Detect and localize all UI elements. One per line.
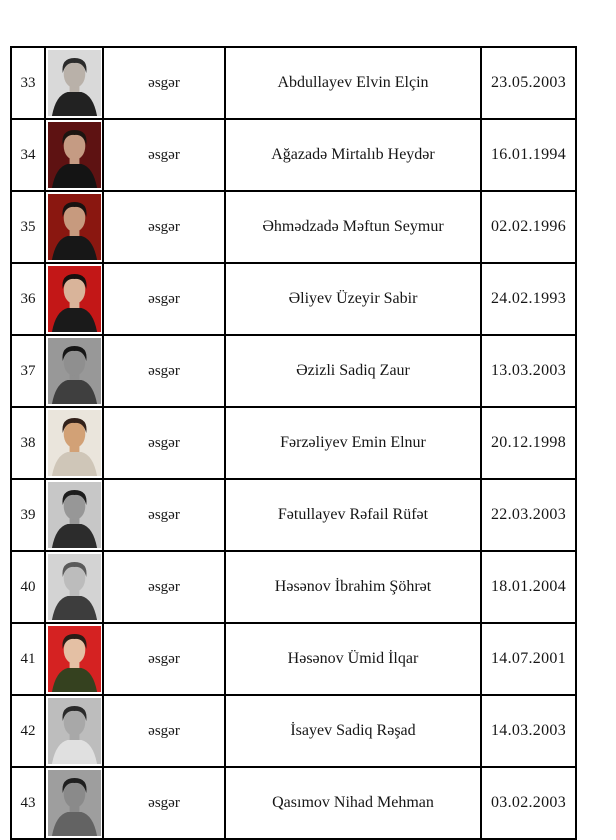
row-number-cell: [11, 767, 45, 839]
rank-cell: [103, 119, 225, 191]
name-cell: [225, 119, 481, 191]
person-name: Əzizli Sadiq Zaur: [296, 362, 410, 379]
row-number-cell: [11, 119, 45, 191]
birthdate-cell: [481, 407, 576, 479]
rank-cell: [103, 479, 225, 551]
rank-cell: [103, 767, 225, 839]
table-row: [11, 407, 576, 479]
rank-label: əsgər: [148, 362, 180, 379]
row-number: 35: [20, 218, 36, 235]
rank-cell: [103, 407, 225, 479]
row-number-cell: [11, 335, 45, 407]
table-row: [11, 263, 576, 335]
row-number: 33: [20, 74, 36, 91]
personnel-table: [10, 46, 577, 840]
portrait-photo: [48, 410, 101, 476]
portrait-photo: [48, 266, 101, 332]
photo-cell: [45, 623, 103, 695]
person-name: Əhmədzadə Məftun Seymur: [262, 218, 444, 235]
row-number-cell: [11, 191, 45, 263]
birthdate: 24.02.1993: [491, 290, 566, 307]
name-cell: [225, 191, 481, 263]
birthdate: 16.01.1994: [491, 146, 566, 163]
portrait-photo: [48, 338, 101, 404]
name-cell: [225, 263, 481, 335]
person-name: İsayev Sadiq Rəşad: [290, 722, 416, 739]
rank-label: əsgər: [148, 794, 180, 811]
row-number: 36: [20, 290, 36, 307]
name-cell: [225, 335, 481, 407]
rank-cell: [103, 191, 225, 263]
photo-cell: [45, 119, 103, 191]
birthdate: 23.05.2003: [491, 74, 566, 91]
row-number: 38: [20, 434, 36, 451]
person-name: Fərzəliyev Emin Elnur: [280, 434, 426, 451]
photo-cell: [45, 695, 103, 767]
birthdate: 22.03.2003: [491, 506, 566, 523]
birthdate-cell: [481, 119, 576, 191]
person-name: Həsənov Ümid İlqar: [287, 650, 419, 667]
table-row: [11, 119, 576, 191]
row-number-cell: [11, 695, 45, 767]
row-number-cell: [11, 623, 45, 695]
rank-cell: [103, 695, 225, 767]
person-name: Abdullayev Elvin Elçin: [277, 74, 429, 91]
portrait-photo: [48, 50, 101, 116]
photo-cell: [45, 191, 103, 263]
name-cell: [225, 767, 481, 839]
person-name: Həsənov İbrahim Şöhrət: [274, 578, 432, 595]
name-cell: [225, 551, 481, 623]
table-row: [11, 335, 576, 407]
row-number: 43: [20, 794, 36, 811]
table-row: [11, 695, 576, 767]
person-name: Əliyev Üzeyir Sabir: [288, 290, 418, 307]
photo-cell: [45, 407, 103, 479]
portrait-photo: [48, 698, 101, 764]
name-cell: [225, 695, 481, 767]
portrait-photo: [48, 482, 101, 548]
person-name: Fətullayev Rəfail Rüfət: [277, 506, 429, 523]
birthdate-cell: [481, 335, 576, 407]
portrait-photo: [48, 770, 101, 836]
portrait-photo: [48, 194, 101, 260]
birthdate: 20.12.1998: [491, 434, 566, 451]
birthdate-cell: [481, 47, 576, 119]
name-cell: [225, 47, 481, 119]
photo-cell: [45, 767, 103, 839]
birthdate: 14.03.2003: [491, 722, 566, 739]
row-number-cell: [11, 47, 45, 119]
photo-cell: [45, 335, 103, 407]
rank-label: əsgər: [148, 74, 180, 91]
birthdate-cell: [481, 551, 576, 623]
birthdate-cell: [481, 623, 576, 695]
portrait-photo: [48, 122, 101, 188]
birthdate: 03.02.2003: [491, 794, 566, 811]
birthdate-cell: [481, 263, 576, 335]
person-name: Ağazadə Mirtalıb Heydər: [271, 146, 435, 163]
row-number-cell: [11, 551, 45, 623]
row-number: 41: [20, 650, 36, 667]
birthdate: 02.02.1996: [491, 218, 566, 235]
table-row: [11, 767, 576, 839]
rank-label: əsgər: [148, 290, 180, 307]
name-cell: [225, 407, 481, 479]
row-number: 34: [20, 146, 36, 163]
row-number-cell: [11, 263, 45, 335]
table-row: [11, 623, 576, 695]
rank-label: əsgər: [148, 578, 180, 595]
birthdate-cell: [481, 191, 576, 263]
row-number-cell: [11, 407, 45, 479]
rank-label: əsgər: [148, 218, 180, 235]
row-number: 37: [20, 362, 36, 379]
birthdate-cell: [481, 479, 576, 551]
table-row: [11, 47, 576, 119]
name-cell: [225, 479, 481, 551]
birthdate: 18.01.2004: [491, 578, 566, 595]
rank-cell: [103, 335, 225, 407]
portrait-photo: [48, 554, 101, 620]
name-cell: [225, 623, 481, 695]
rank-label: əsgər: [148, 506, 180, 523]
rank-cell: [103, 623, 225, 695]
birthdate: 14.07.2001: [491, 650, 566, 667]
table-row: [11, 191, 576, 263]
birthdate-cell: [481, 767, 576, 839]
row-number: 42: [20, 722, 36, 739]
rank-label: əsgər: [148, 434, 180, 451]
personnel-table-body: [11, 47, 576, 839]
row-number: 40: [20, 578, 36, 595]
rank-label: əsgər: [148, 650, 180, 667]
row-number: 39: [20, 506, 36, 523]
portrait-photo: [48, 626, 101, 692]
table-row: [11, 479, 576, 551]
rank-cell: [103, 551, 225, 623]
rank-label: əsgər: [148, 722, 180, 739]
table-row: [11, 551, 576, 623]
photo-cell: [45, 263, 103, 335]
rank-cell: [103, 47, 225, 119]
birthdate: 13.03.2003: [491, 362, 566, 379]
row-number-cell: [11, 479, 45, 551]
rank-label: əsgər: [148, 146, 180, 163]
photo-cell: [45, 47, 103, 119]
rank-cell: [103, 263, 225, 335]
photo-cell: [45, 551, 103, 623]
person-name: Qasımov Nihad Mehman: [272, 794, 434, 811]
photo-cell: [45, 479, 103, 551]
birthdate-cell: [481, 695, 576, 767]
